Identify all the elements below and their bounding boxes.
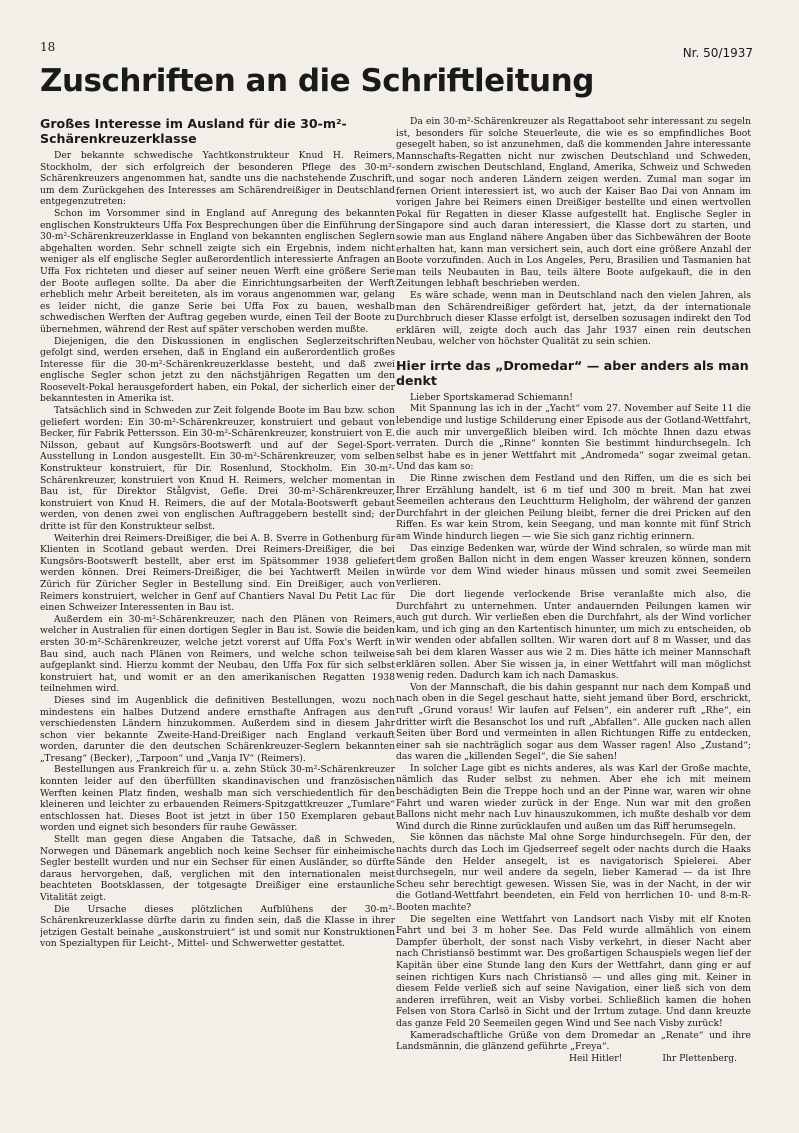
article1-paragraph: Bestellungen aus Frankreich für u. a. zehn Stück 30-m²-Schärenkreuzer konnten leider auf den überfüllten skandinavischen und französischen Werften keinen Platz finden, weshalb man sich verschiedentlich für den kleineren und leichter zu erbauenden Reimers-Spitzgattkreuzer „Tumlare“ entschlossen hat. Dieses Boot ist jetzt in über 150 Exemplaren gebaut worden und eignet sich besonders für rauhe Gewässer.	[40, 764, 395, 834]
article1-paragraph: Weiterhin drei Reimers-Dreißiger, die bei A. B. Sverre in Gothenburg für Klienten in Scotland gebaut werden. Drei Reimers-Dreißiger, die bei Kungsörs-Bootswerft bestellt, aber erst im Spätsommer 1938 geliefert werden können. Drei Reimers-Dreißiger, die bei Yachtwerft Meilen in Zürich für Züricher Segler in Bestellung sind. Ein Dreißiger, auch von Reimers konstruiert, welcher in Genf auf Chantiers Naval Du Petit Lac für einen Schweizer Interessenten in Bau ist.	[40, 532, 395, 614]
letter-signature: Ihr Plettenberg.	[662, 1052, 737, 1064]
article2-paragraph: Von der Mannschaft, die bis dahin gespannt nur nach dem Kompaß und nach oben in die Segel geschaut hatte, sieht jemand über Bord, erschrickt, ruft „Grund voraus! Wir laufen auf Felsen“, ein anderer ruft „Rhe“, ein dritter wirft die Besanschot los und ruft „Abfallen“. Alle gucken nach allen Seiten über Bord und vermeinten in allen Richtungen Riffe zu entdecken, einer sah sie nachträglich sogar aus dem Wasser ragen! Also „Zustand“; das waren die „killenden Segel“, die Sie sahen!	[396, 681, 751, 763]
article2-paragraph: Kameradschaftliche Grüße von dem Dromedar an „Renate“ und ihre Landsmännin, die glänzend geführte „Freya“.	[396, 1029, 751, 1053]
article1-paragraph: Außerdem ein 30-m²-Schärenkreuzer, nach den Plänen von Reimers, welcher in Australien für einen dortigen Segler in Bau ist. Sowie die beiden ersten 30-m²-Schärenkreuzer, welche jetzt vorerst auf Uffa Fox's Werft in Bau sind, auch nach Plänen von Reimers, und welche schon teilweise aufgeplankt sind. Hierzu kommt der Neubau, den Uffa Fox für sich selbst konstruiert hat, und womit er an den amerikanischen Regatten 1938 teilnehmen wird.	[40, 613, 395, 695]
article1-paragraph: Dieses sind im Augenblick die definitiven Bestellungen, wozu noch mindestens ein halbes Dutzend andere ernsthafte Anfragen aus den verschiedensten Ländern hinzukommen. Außerdem sind in diesem Jahr schon vier bekannte Zweite-Hand-Dreißiger nach England verkauft worden, darunter die den deutschen Schärenkreuzer-Seglern bekannten „Tresang“ (Becker), „Tarpoon“ und „Vanja IV“ (Reimers).	[40, 694, 395, 764]
article1-paragraph: Die Ursache dieses plötzlichen Aufblühens der 30-m²-Schärenkreuzerklasse dürfte darin zu finden sein, daß die Klasse in ihrer jetzigen Gestalt beinahe „auskonstruiert“ ist und somit nur Konstruktionen von Spezialtypen für Leicht-, Mittel- und Schwerwetter gestattet.	[40, 903, 395, 950]
article2-paragraph: Die dort liegende verlockende Brise veranlaßte mich also, die Durchfahrt zu unternehmen. Unter andauernden Peilungen kamen wir auch gut durch. Wir verließen eben die Durchfahrt, als der Wind vorlicher kam, und ich ging an den Kartentisch hinunter, um mich zu entscheiden, ob wir wenden oder abfallen sollten. Wir waren dort auf 8 m Wasser, und das sah bei dem klaren Wasser aus wie 2 m. Dies hätte ich meiner Mannschaft erklären sollen. Aber Sie wissen ja, in einer Wettfahrt will man möglichst wenig reden. Dadurch kam ich nach Damaskus.	[396, 588, 751, 682]
article1-paragraph: Der bekannte schwedische Yachtkonstrukteur Knud H. Reimers, Stockholm, der sich erfolgreich der besonderen Pflege des 30-m²-Schärenkreuzers angenommen hat, sandte uns die nachstehende Zuschrift, um dem Zurückgehen des Interesses am Schärendreißiger in Deutschland entgegenzutreten:	[40, 150, 395, 208]
article2-paragraph: Die segelten eine Wettfahrt von Landsort nach Visby mit elf Knoten Fahrt und bei 3 m hoher See. Das Feld wurde allmählich von einem Dampfer überholt, der sonst nach Visby verkehrt, in dieser Nacht aber nach Christiansö bestimmt war. Des großartigen Schauspiels wegen lief der Kapitän über eine Stunde lang den Kurs der Wettfahrt, dann ging er auf seinen richtigen Kurs nach Christiansö — und alles ging mit. Keiner in diesem Felde verließ sich auf seine Navigation, einer ließ sich von dem anderen irreführen, weit an Visby vorbei. Schließlich kamen die hohen Felsen von Stora Carlsö in Sicht und der Irrtum zutage. Und dann kreuzte das ganze Feld 20 Seemeilen gegen Wind und See nach Visby zurück!	[396, 913, 751, 1029]
letter-salutation: Lieber Sportskamerad Schiemann!	[410, 391, 573, 403]
article2-paragraph: Mit Spannung las ich in der „Yacht“ vom 27. November auf Seite 11 die lebendige und lustige Schilderung einer Episode aus der Gotland-Wettfahrt, die auch mir unvergeßlich bleiben wird. Ich möchte Ihnen dazu etwas verraten. Durch die „Rinne“ konnten Sie bestimmt hindurchsegeln. Ich selbst habe es in jener Wettfahrt mit „Andromeda“ sogar zweimal getan. Und das kam so:	[396, 403, 751, 473]
article2-paragraph: Das einzige Bedenken war, würde der Wind schralen, so würde man mit dem großen Ballon nicht in dem engen Wasser kreuzen können, sondern würde vor dem Wind wieder hinaus müssen und somit zwei Seemeilen verlieren.	[396, 542, 751, 589]
article1-paragraph: Es wäre schade, wenn man in Deutschland nach den vielen Jahren, als man den Schärendreißiger gefördert hat, jetzt, da der internationale Durchbruch dieser Klasse erfolgt ist, derselben sozusagen indirekt den Tod erklären will, zeigte doch auch das Jahr 1937 einen rein deutschen Neubau, welcher von höchster Qualität zu sein schien.	[396, 289, 751, 348]
article1-paragraph: Diejenigen, die den Diskussionen in englischen Seglerzeitschriften gefolgt sind, werden ersehen, daß in England ein außerordentlich großes Interesse für die 30-m²-Schärenkreuzerklasse besteht, und daß zwei englische Segler schon jetzt zu den nächstjährigen Regatten um den Roosevelt-Pokal herausgefordert haben, ein Pokal, der sicherlich einer der bekanntesten in Amerika ist.	[40, 335, 395, 405]
issue-number: Nr. 50/1937	[682, 46, 753, 60]
article1-heading: Großes Interesse im Ausland für die 30-m²-Schärenkreuzerklasse	[40, 116, 347, 146]
letter-signoff	[396, 1053, 751, 1065]
page-number: 18	[40, 40, 56, 54]
right-column	[396, 116, 751, 1101]
article1-paragraph: Schon im Vorsommer sind in England auf Anregung des bekannten englischen Konstrukteurs Uffa Fox Besprechungen über die Einführung der 30-m²-Schärenkreuzerklasse in England von bekannten englischen Seglern abgehalten worden. Sehr schnell zeigte sich ein Ergebnis, indem nicht weniger als elf englische Segler außerordentlich interessierte Anfragen an Uffa Fox richteten und dieser auf seiner neuen Werft eine größere Serie der Boote auflegen sollte. Da aber die Einrichtungsarbeiten der Werft erheblich mehr Arbeit bereiteten, als im voraus angenommen war, gelang es leider nicht, die ganze Serie bei Uffa Fox zu bauen, weshalb schwedischen Werften der Auftrag gegeben wurde, einen Teil der Boote zu übernehmen, während der Rest auf später verschoben werden mußte.	[40, 207, 395, 335]
article1-paragraph: Stellt man gegen diese Angaben die Tatsache, daß in Schweden, Norwegen und Dänemark angeblich noch keine Sechser für einheimische Segler bestellt wurden und nur ein Sechser für einen Ausländer, so dürfte daraus hervorgehen, daß, verglichen mit den internationalen meist beachteten Bootsklassen, der totgesagte Dreißiger eine erstaunliche Vitalität zeigt.	[40, 834, 395, 903]
article2-paragraph: Sie können das nächste Mal ohne Sorge hindurchsegeln. Für den, der nachts durch das Loch im Gjedserreef segelt oder nachts durch die Haaks Sände den Helder ansegelt, ist es navigatorisch Spielerei. Aber durchsegeln, nur weil andere da segeln, lieber Kamerad — da ist Ihre Scheu sehr berechtigt gewesen. Wissen Sie, was in der Nacht, in der wir die Gotland-Wettfahrt beendeten, ein Feld von herrlichen 10- und 8-m-R-Booten machte?	[396, 832, 751, 913]
article2-paragraph: Die Rinne zwischen dem Festland und den Riffen, um die es sich bei Ihrer Erzählung handelt, ist 6 m tief und 300 m breit. Man hat zwei Seemeilen achteraus den Leuchtturm Heligholm, der während der ganzen Durchfahrt in der gleichen Peilung bleibt, ferner die drei Pricken auf den Riffen. Es war kein Strom, kein Seegang, und man konnte mit fünf Strich am Winde hindurch liegen — wie Sie sich ganz richtig erinnern.	[396, 473, 751, 542]
article2-paragraph: In solcher Lage gibt es nichts anderes, als was Karl der Große machte, nämlich das Ruder selbst zu nehmen. Aber ehe ich mit meinem beschädigten Bein die Treppe hoch und an der Pinne war, waren wir ohne Fahrt und waren wieder zurück in der Enge. Nun war mit den großen Ballons nicht mehr nach Luv hinauszukommen, ich mußte deshalb vor dem Wind durch die Rinne zurücklaufen und außen um das Riff herumsegeln.	[396, 762, 751, 832]
article2-heading: Hier irrte das „Dromedar“ — aber anders als man denkt	[396, 357, 749, 388]
left-column	[40, 116, 395, 1101]
article1-paragraph: Tatsächlich sind in Schweden zur Zeit folgende Boote im Bau bzw. schon geliefert worden: Ein 30-m²-Schärenkreuzer, konstruiert und gebaut von Becker, für Fabrik Pettersson. Ein 30-m²-Schärenkreuzer, konstruiert von E. Nilsson, gebaut auf Kungsörs-Bootswerft und auf der Segel-Sport-Ausstellung in London ausgestellt. Ein 30-m²-Schärenkreuzer, vom selben Konstrukteur konstruiert, für Dir. Rosenlund, Stockholm. Ein 30-m²-Schärenkreuzer, konstruiert von Knud H. Reimers, welcher momentan in Bau ist, für Direktor Stålgvist, Gefle. Drei 30-m²-Schärenkreuzer, konstruiert von Knud H. Reimers, die auf der Motala-Bootswerft gebaut werden, von denen zwei von englischen Auftraggebern bestellt sind; der dritte ist für den Konstrukteur selbst.	[40, 405, 395, 532]
letter-closing: Heil Hitler!	[568, 1052, 623, 1064]
article1-paragraph: Da ein 30-m²-Schärenkreuzer als Regattaboot sehr interessant zu segeln ist, besonders für solche Steuerleute, die wie es so empfindliches Boot gesegelt haben, so ist anzunehmen, daß die kommenden Jahre interessante Mannschafts-Regatten nicht nur zwischen Deutschland und Schweden, sondern zwischen Deutschland, England, Amerika, Schweiz und Schweden und sogar noch anderen Ländern zeigen werden. Zumal man sogar im fernen Orient interessiert ist, wo auch der Kaiser Bao Dai von Annam im vorigen Jahre bei Reimers einen Dreißiger bestellte und einen wertvollen Pokal für Regatten in dieser Klasse aufgestellt hat. Englische Segler in Singapore sind auch daran interessiert, die Klasse dort zu starten, und sowie man aus England nähere Angaben über das Sichbewähren der Boote erhalten hat, kann man versichert sein, auch dort eine größere Anzahl der Boote vorzufinden. Auch in Los Angeles, Peru, Brasilien und Tasmanien hat man teils Neubauten in Bau, teils ältere Boote aufgekauft, die in den Zeitungen lebhaft beschrieben werden.	[396, 116, 751, 290]
page-title: Zuschriften an die Schriftleitung	[40, 63, 594, 99]
